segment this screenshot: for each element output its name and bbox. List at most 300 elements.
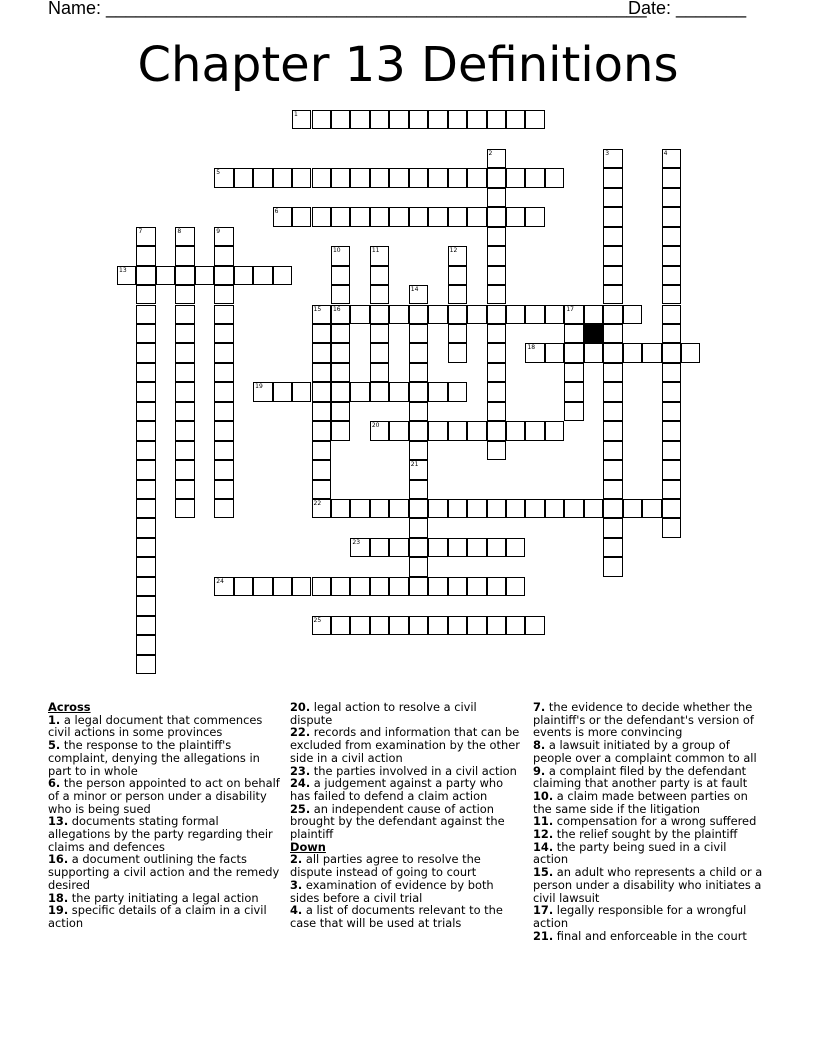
grid-cell[interactable] bbox=[545, 168, 564, 187]
grid-cell[interactable] bbox=[370, 266, 389, 285]
grid-cell[interactable] bbox=[506, 110, 525, 129]
grid-cell[interactable] bbox=[350, 207, 369, 226]
grid-cell[interactable] bbox=[312, 363, 331, 382]
grid-cell[interactable] bbox=[467, 305, 486, 324]
grid-cell[interactable] bbox=[136, 324, 155, 343]
grid-cell[interactable] bbox=[584, 305, 603, 324]
grid-cell[interactable] bbox=[487, 246, 506, 265]
grid-cell[interactable] bbox=[487, 324, 506, 343]
grid-cell[interactable] bbox=[175, 441, 194, 460]
grid-cell[interactable] bbox=[312, 305, 331, 324]
grid-cell[interactable] bbox=[603, 285, 622, 304]
grid-cell[interactable] bbox=[370, 246, 389, 265]
grid-cell[interactable] bbox=[214, 480, 233, 499]
grid-cell[interactable] bbox=[525, 343, 544, 362]
grid-cell[interactable] bbox=[506, 421, 525, 440]
grid-cell[interactable] bbox=[331, 324, 350, 343]
grid-cell[interactable] bbox=[603, 246, 622, 265]
grid-cell[interactable] bbox=[136, 577, 155, 596]
grid-cell[interactable] bbox=[370, 616, 389, 635]
grid-cell[interactable] bbox=[175, 343, 194, 362]
grid-cell[interactable] bbox=[428, 538, 447, 557]
grid-cell[interactable] bbox=[312, 441, 331, 460]
grid-cell[interactable] bbox=[603, 207, 622, 226]
grid-cell[interactable] bbox=[662, 518, 681, 537]
grid-cell[interactable] bbox=[467, 577, 486, 596]
grid-cell[interactable] bbox=[487, 285, 506, 304]
grid-cell[interactable] bbox=[448, 382, 467, 401]
grid-cell[interactable] bbox=[253, 168, 272, 187]
grid-cell[interactable] bbox=[428, 382, 447, 401]
grid-cell[interactable] bbox=[292, 110, 311, 129]
grid-cell[interactable] bbox=[331, 343, 350, 362]
grid-cell[interactable] bbox=[409, 382, 428, 401]
grid-cell[interactable] bbox=[603, 168, 622, 187]
grid-cell[interactable] bbox=[487, 168, 506, 187]
grid-cell[interactable] bbox=[487, 421, 506, 440]
grid-cell[interactable] bbox=[214, 441, 233, 460]
grid-cell[interactable] bbox=[389, 577, 408, 596]
grid-cell[interactable] bbox=[331, 421, 350, 440]
grid-cell[interactable] bbox=[389, 382, 408, 401]
grid-cell[interactable] bbox=[662, 149, 681, 168]
grid-cell[interactable] bbox=[350, 499, 369, 518]
grid-cell[interactable] bbox=[428, 305, 447, 324]
grid-cell[interactable] bbox=[603, 343, 622, 362]
grid-cell[interactable] bbox=[370, 305, 389, 324]
grid-cell[interactable] bbox=[623, 305, 642, 324]
grid-cell[interactable] bbox=[136, 246, 155, 265]
grid-cell[interactable] bbox=[370, 168, 389, 187]
grid-cell[interactable] bbox=[409, 363, 428, 382]
grid-cell[interactable] bbox=[487, 343, 506, 362]
grid-cell[interactable] bbox=[409, 110, 428, 129]
grid-cell[interactable] bbox=[350, 382, 369, 401]
grid-cell[interactable] bbox=[409, 538, 428, 557]
grid-cell[interactable] bbox=[331, 382, 350, 401]
grid-cell[interactable] bbox=[448, 305, 467, 324]
grid-cell[interactable] bbox=[409, 207, 428, 226]
grid-cell[interactable] bbox=[370, 324, 389, 343]
grid-cell[interactable] bbox=[389, 110, 408, 129]
grid-cell[interactable] bbox=[331, 246, 350, 265]
grid-cell[interactable] bbox=[350, 168, 369, 187]
grid-cell[interactable] bbox=[350, 110, 369, 129]
grid-cell[interactable] bbox=[603, 499, 622, 518]
grid-cell[interactable] bbox=[506, 305, 525, 324]
grid-cell[interactable] bbox=[584, 343, 603, 362]
grid-cell[interactable] bbox=[370, 577, 389, 596]
grid-cell[interactable] bbox=[487, 207, 506, 226]
grid-cell[interactable] bbox=[603, 421, 622, 440]
grid-cell[interactable] bbox=[564, 343, 583, 362]
grid-cell[interactable] bbox=[662, 382, 681, 401]
grid-cell[interactable] bbox=[312, 480, 331, 499]
grid-cell[interactable] bbox=[564, 382, 583, 401]
grid-cell[interactable] bbox=[564, 402, 583, 421]
grid-cell[interactable] bbox=[409, 402, 428, 421]
grid-cell[interactable] bbox=[506, 577, 525, 596]
grid-cell[interactable] bbox=[428, 421, 447, 440]
grid-cell[interactable] bbox=[409, 305, 428, 324]
grid-cell[interactable] bbox=[467, 538, 486, 557]
grid-cell[interactable] bbox=[467, 616, 486, 635]
grid-cell[interactable] bbox=[487, 441, 506, 460]
grid-cell[interactable] bbox=[331, 305, 350, 324]
grid-cell[interactable] bbox=[662, 441, 681, 460]
grid-cell[interactable] bbox=[214, 343, 233, 362]
grid-cell[interactable] bbox=[487, 402, 506, 421]
grid-cell[interactable] bbox=[662, 168, 681, 187]
grid-cell[interactable] bbox=[525, 421, 544, 440]
grid-cell[interactable] bbox=[603, 441, 622, 460]
grid-cell[interactable] bbox=[564, 499, 583, 518]
grid-cell[interactable] bbox=[623, 343, 642, 362]
grid-cell[interactable] bbox=[525, 168, 544, 187]
grid-cell[interactable] bbox=[448, 616, 467, 635]
grid-cell[interactable] bbox=[312, 460, 331, 479]
grid-cell[interactable] bbox=[331, 207, 350, 226]
grid-cell[interactable] bbox=[428, 207, 447, 226]
grid-cell[interactable] bbox=[136, 655, 155, 674]
grid-cell[interactable] bbox=[175, 499, 194, 518]
grid-cell[interactable] bbox=[409, 421, 428, 440]
grid-cell[interactable] bbox=[136, 441, 155, 460]
grid-cell[interactable] bbox=[234, 266, 253, 285]
grid-cell[interactable] bbox=[506, 168, 525, 187]
grid-cell[interactable] bbox=[487, 188, 506, 207]
grid-cell[interactable] bbox=[662, 285, 681, 304]
grid-cell[interactable] bbox=[662, 499, 681, 518]
grid-cell[interactable] bbox=[175, 324, 194, 343]
grid-cell[interactable] bbox=[409, 343, 428, 362]
grid-cell[interactable] bbox=[506, 538, 525, 557]
grid-cell[interactable] bbox=[312, 577, 331, 596]
grid-cell[interactable] bbox=[409, 460, 428, 479]
grid-cell[interactable] bbox=[603, 324, 622, 343]
grid-cell[interactable] bbox=[136, 227, 155, 246]
grid-cell[interactable] bbox=[662, 480, 681, 499]
grid-cell[interactable] bbox=[487, 382, 506, 401]
grid-cell[interactable] bbox=[603, 480, 622, 499]
grid-cell[interactable] bbox=[487, 363, 506, 382]
grid-cell[interactable] bbox=[331, 168, 350, 187]
grid-cell[interactable] bbox=[234, 168, 253, 187]
grid-cell[interactable] bbox=[681, 343, 700, 362]
grid-cell[interactable] bbox=[448, 499, 467, 518]
grid-cell[interactable] bbox=[117, 266, 136, 285]
grid-cell[interactable] bbox=[662, 207, 681, 226]
grid-cell[interactable] bbox=[603, 188, 622, 207]
grid-cell[interactable] bbox=[273, 266, 292, 285]
grid-cell[interactable] bbox=[350, 577, 369, 596]
grid-cell[interactable] bbox=[487, 616, 506, 635]
grid-cell[interactable] bbox=[214, 285, 233, 304]
grid-cell[interactable] bbox=[487, 149, 506, 168]
grid-cell[interactable] bbox=[175, 460, 194, 479]
grid-cell[interactable] bbox=[214, 363, 233, 382]
grid-cell[interactable] bbox=[389, 499, 408, 518]
grid-cell[interactable] bbox=[331, 402, 350, 421]
grid-cell[interactable] bbox=[136, 382, 155, 401]
grid-cell[interactable] bbox=[603, 402, 622, 421]
grid-cell[interactable] bbox=[175, 305, 194, 324]
grid-cell[interactable] bbox=[428, 499, 447, 518]
grid-cell[interactable] bbox=[545, 305, 564, 324]
grid-cell[interactable] bbox=[389, 616, 408, 635]
grid-cell[interactable] bbox=[428, 616, 447, 635]
grid-cell[interactable] bbox=[175, 480, 194, 499]
grid-cell[interactable] bbox=[214, 499, 233, 518]
grid-cell[interactable] bbox=[136, 285, 155, 304]
grid-cell[interactable] bbox=[331, 499, 350, 518]
grid-cell[interactable] bbox=[350, 538, 369, 557]
grid-cell[interactable] bbox=[448, 246, 467, 265]
grid-cell[interactable] bbox=[214, 305, 233, 324]
grid-cell[interactable] bbox=[389, 207, 408, 226]
grid-cell[interactable] bbox=[662, 246, 681, 265]
grid-cell[interactable] bbox=[642, 499, 661, 518]
grid-cell[interactable] bbox=[487, 577, 506, 596]
grid-cell[interactable] bbox=[292, 577, 311, 596]
grid-cell[interactable] bbox=[312, 499, 331, 518]
grid-cell[interactable] bbox=[312, 324, 331, 343]
grid-cell[interactable] bbox=[603, 305, 622, 324]
grid-cell[interactable] bbox=[584, 499, 603, 518]
grid-cell[interactable] bbox=[662, 343, 681, 362]
grid-cell[interactable] bbox=[214, 402, 233, 421]
grid-cell[interactable] bbox=[389, 421, 408, 440]
grid-cell[interactable] bbox=[273, 577, 292, 596]
grid-cell[interactable] bbox=[136, 460, 155, 479]
grid-cell[interactable] bbox=[409, 168, 428, 187]
grid-cell[interactable] bbox=[370, 285, 389, 304]
grid-cell[interactable] bbox=[175, 363, 194, 382]
grid-cell[interactable] bbox=[312, 110, 331, 129]
grid-cell[interactable] bbox=[136, 538, 155, 557]
grid-cell[interactable] bbox=[292, 168, 311, 187]
grid-cell[interactable] bbox=[136, 363, 155, 382]
grid-cell[interactable] bbox=[545, 343, 564, 362]
grid-cell[interactable] bbox=[448, 110, 467, 129]
grid-cell[interactable] bbox=[389, 305, 408, 324]
grid-cell[interactable] bbox=[273, 207, 292, 226]
grid-cell[interactable] bbox=[662, 188, 681, 207]
grid-cell[interactable] bbox=[175, 285, 194, 304]
across-clue bbox=[290, 803, 522, 841]
grid-cell[interactable] bbox=[214, 324, 233, 343]
grid-cell[interactable] bbox=[525, 207, 544, 226]
grid-cell[interactable] bbox=[409, 499, 428, 518]
grid-cell[interactable] bbox=[662, 402, 681, 421]
grid-cell[interactable] bbox=[136, 402, 155, 421]
grid-cell[interactable] bbox=[195, 266, 214, 285]
grid-cell[interactable] bbox=[467, 207, 486, 226]
name-field[interactable]: Name: ______________________________________________________ bbox=[48, 0, 647, 18]
grid-cell[interactable] bbox=[662, 421, 681, 440]
grid-cell[interactable] bbox=[136, 616, 155, 635]
grid-cell[interactable] bbox=[409, 557, 428, 576]
grid-cell[interactable] bbox=[312, 421, 331, 440]
grid-cell[interactable] bbox=[389, 168, 408, 187]
grid-cell[interactable] bbox=[214, 168, 233, 187]
grid-cell[interactable] bbox=[292, 207, 311, 226]
grid-cell[interactable] bbox=[409, 285, 428, 304]
grid-cell[interactable] bbox=[331, 363, 350, 382]
grid-cell[interactable] bbox=[136, 266, 155, 285]
grid-cell[interactable] bbox=[487, 227, 506, 246]
grid-cell[interactable] bbox=[253, 382, 272, 401]
grid-cell[interactable] bbox=[487, 110, 506, 129]
grid-cell[interactable] bbox=[370, 363, 389, 382]
grid-cell[interactable] bbox=[370, 382, 389, 401]
grid-cell[interactable] bbox=[448, 538, 467, 557]
grid-cell[interactable] bbox=[175, 382, 194, 401]
grid-cell[interactable] bbox=[448, 266, 467, 285]
grid-cell[interactable] bbox=[175, 246, 194, 265]
grid-cell[interactable] bbox=[136, 421, 155, 440]
grid-cell[interactable] bbox=[214, 577, 233, 596]
grid-cell[interactable] bbox=[156, 266, 175, 285]
grid-cell[interactable] bbox=[428, 110, 447, 129]
grid-cell[interactable] bbox=[136, 499, 155, 518]
grid-cell[interactable] bbox=[175, 402, 194, 421]
grid-cell[interactable] bbox=[136, 343, 155, 362]
grid-cell[interactable] bbox=[642, 343, 661, 362]
grid-cell[interactable] bbox=[370, 207, 389, 226]
grid-cell[interactable] bbox=[136, 305, 155, 324]
grid-cell[interactable] bbox=[175, 227, 194, 246]
grid-cell[interactable] bbox=[331, 266, 350, 285]
grid-cell[interactable] bbox=[214, 460, 233, 479]
grid-cell[interactable] bbox=[428, 168, 447, 187]
grid-cell[interactable] bbox=[312, 382, 331, 401]
grid-cell[interactable] bbox=[603, 363, 622, 382]
grid-cell[interactable] bbox=[409, 324, 428, 343]
grid-cell[interactable] bbox=[448, 421, 467, 440]
grid-cell[interactable] bbox=[603, 382, 622, 401]
grid-cell[interactable] bbox=[370, 499, 389, 518]
grid-cell[interactable] bbox=[370, 538, 389, 557]
grid-cell[interactable] bbox=[312, 207, 331, 226]
grid-cell[interactable] bbox=[525, 499, 544, 518]
grid-cell[interactable] bbox=[545, 499, 564, 518]
grid-cell[interactable] bbox=[603, 538, 622, 557]
date-field[interactable]: Date: _______ bbox=[628, 0, 747, 18]
grid-cell[interactable] bbox=[292, 382, 311, 401]
grid-cell[interactable] bbox=[564, 324, 583, 343]
grid-cell[interactable] bbox=[545, 421, 564, 440]
grid-cell[interactable] bbox=[409, 577, 428, 596]
grid-cell[interactable] bbox=[234, 577, 253, 596]
grid-cell[interactable] bbox=[467, 499, 486, 518]
grid-cell[interactable] bbox=[331, 577, 350, 596]
grid-cell[interactable] bbox=[603, 460, 622, 479]
grid-cell[interactable] bbox=[253, 266, 272, 285]
grid-cell[interactable] bbox=[409, 518, 428, 537]
grid-cell[interactable] bbox=[331, 285, 350, 304]
grid-cell[interactable] bbox=[448, 343, 467, 362]
grid-cell[interactable] bbox=[603, 227, 622, 246]
grid-cell[interactable] bbox=[312, 616, 331, 635]
grid-cell[interactable] bbox=[409, 480, 428, 499]
grid-cell[interactable] bbox=[603, 266, 622, 285]
grid-cell[interactable] bbox=[331, 110, 350, 129]
grid-cell[interactable] bbox=[136, 557, 155, 576]
grid-cell[interactable] bbox=[487, 538, 506, 557]
grid-cell[interactable] bbox=[662, 266, 681, 285]
grid-cell[interactable] bbox=[603, 149, 622, 168]
grid-cell[interactable] bbox=[409, 616, 428, 635]
grid-cell[interactable] bbox=[506, 207, 525, 226]
grid-cell[interactable] bbox=[448, 207, 467, 226]
grid-cell[interactable] bbox=[662, 460, 681, 479]
grid-cell[interactable] bbox=[525, 616, 544, 635]
grid-cell[interactable] bbox=[136, 480, 155, 499]
grid-cell[interactable] bbox=[136, 518, 155, 537]
grid-cell[interactable] bbox=[603, 518, 622, 537]
grid-cell[interactable] bbox=[428, 577, 447, 596]
grid-cell[interactable] bbox=[370, 421, 389, 440]
grid-cell[interactable] bbox=[603, 557, 622, 576]
grid-cell[interactable] bbox=[467, 421, 486, 440]
grid-cell[interactable] bbox=[448, 285, 467, 304]
grid-cell[interactable] bbox=[409, 441, 428, 460]
grid-cell[interactable] bbox=[525, 305, 544, 324]
grid-cell[interactable] bbox=[564, 363, 583, 382]
grid-cell[interactable] bbox=[273, 168, 292, 187]
grid-cell[interactable] bbox=[331, 616, 350, 635]
grid-cell[interactable] bbox=[136, 596, 155, 615]
grid-cell[interactable] bbox=[467, 110, 486, 129]
grid-cell[interactable] bbox=[253, 577, 272, 596]
grid-cell[interactable] bbox=[370, 343, 389, 362]
grid-cell[interactable] bbox=[214, 246, 233, 265]
grid-cell[interactable] bbox=[564, 305, 583, 324]
grid-cell[interactable] bbox=[525, 110, 544, 129]
grid-cell[interactable] bbox=[448, 168, 467, 187]
grid-cell[interactable] bbox=[214, 382, 233, 401]
grid-cell[interactable] bbox=[487, 305, 506, 324]
grid-cell[interactable] bbox=[467, 168, 486, 187]
grid-cell[interactable] bbox=[389, 538, 408, 557]
grid-cell[interactable] bbox=[487, 266, 506, 285]
grid-cell[interactable] bbox=[448, 577, 467, 596]
grid-cell[interactable] bbox=[662, 324, 681, 343]
grid-cell[interactable] bbox=[175, 266, 194, 285]
grid-cell[interactable] bbox=[350, 305, 369, 324]
grid-cell[interactable] bbox=[350, 616, 369, 635]
grid-cell[interactable] bbox=[312, 343, 331, 362]
grid-cell[interactable] bbox=[214, 266, 233, 285]
grid-cell[interactable] bbox=[312, 402, 331, 421]
grid-cell[interactable] bbox=[214, 421, 233, 440]
grid-cell[interactable] bbox=[312, 168, 331, 187]
grid-cell[interactable] bbox=[662, 305, 681, 324]
grid-cell[interactable] bbox=[662, 363, 681, 382]
grid-cell[interactable] bbox=[662, 227, 681, 246]
grid-cell[interactable] bbox=[175, 421, 194, 440]
grid-cell[interactable] bbox=[506, 616, 525, 635]
grid-cell[interactable] bbox=[214, 227, 233, 246]
grid-cell[interactable] bbox=[273, 382, 292, 401]
grid-cell[interactable] bbox=[370, 110, 389, 129]
grid-cell[interactable] bbox=[448, 324, 467, 343]
grid-cell[interactable] bbox=[136, 635, 155, 654]
grid-cell[interactable] bbox=[506, 499, 525, 518]
grid-cell[interactable] bbox=[623, 499, 642, 518]
grid-cell[interactable] bbox=[487, 499, 506, 518]
